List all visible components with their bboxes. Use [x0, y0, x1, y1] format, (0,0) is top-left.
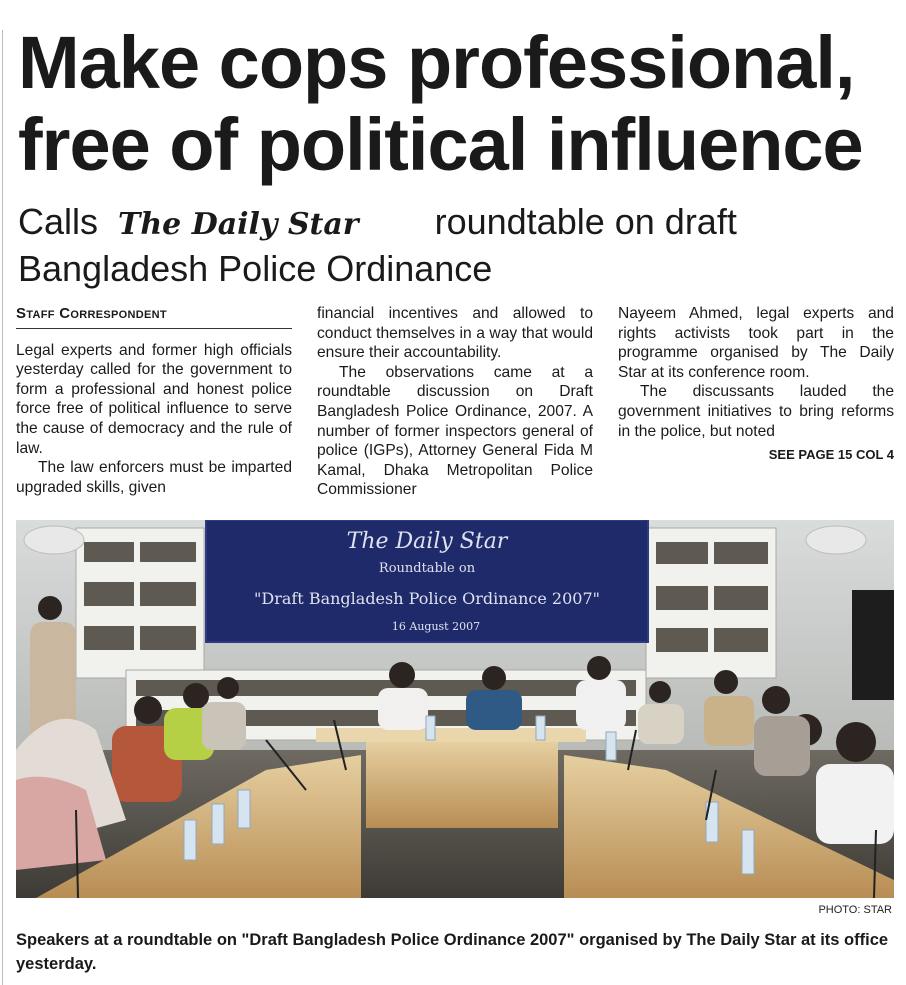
paragraph: Nayeem Ahmed, legal experts and rights activists took part in the programme organised by The Daily Star at its conference room. — [618, 305, 894, 381]
continuation-note: SEE PAGE 15 COL 4 — [768, 447, 894, 463]
subhead-prefix: Calls — [18, 201, 99, 242]
headline-line-2: free of political influence — [18, 103, 863, 186]
paragraph: Legal experts and former high officials yesterday called for the government to form a professional and honest police force free of political influence to serve the cause of democracy and the rule of law. — [16, 341, 292, 457]
subheadline — [18, 200, 898, 291]
photo-caption: Speakers at a roundtable on "Draft Bangladesh Police Ordinance 2007" organised by The Daily Star at its office yesterday. — [16, 931, 889, 973]
daily-star-logo: The Daily Star — [118, 207, 359, 242]
article-column-3 — [618, 304, 894, 465]
roundtable-photo — [16, 520, 894, 898]
photo-credit: PHOTO: STAR — [818, 904, 892, 916]
banner-title: The Daily Star — [346, 529, 508, 554]
banner-event-name: "Draft Bangladesh Police Ordinance 2007" — [254, 589, 600, 608]
headline-line-1: Make cops professional, — [18, 21, 855, 104]
paragraph: The discussants lauded the government initiatives to bring reforms in the police, but noted — [618, 383, 894, 440]
roundtable-photo-illustration — [16, 520, 894, 898]
subhead-line-2: Bangladesh Police Ordinance — [18, 248, 493, 289]
banner-subtitle: Roundtable on — [378, 561, 476, 576]
article-column-2 — [317, 304, 593, 500]
headline — [18, 22, 898, 186]
paragraph: The observations came at a roundtable discussion on Draft Bangladesh Police Ordinance, 2007. A number of former inspectors general of police (IGPs), Attorney General Fida M Kamal, Dhaka Metropolitan Police Commissioner — [317, 363, 593, 499]
paragraph: The law enforcers must be imparted upgraded skills, given — [16, 459, 292, 496]
subhead-suffix: roundtable on draft — [434, 201, 737, 242]
byline: Staff Correspondent — [16, 304, 292, 329]
page-border — [2, 30, 3, 985]
paragraph: financial incentives and allowed to conduct themselves in a way that would ensure their accountability. — [317, 305, 593, 362]
article-column-1 — [16, 304, 292, 497]
banner-date: 16 August 2007 — [391, 620, 481, 633]
